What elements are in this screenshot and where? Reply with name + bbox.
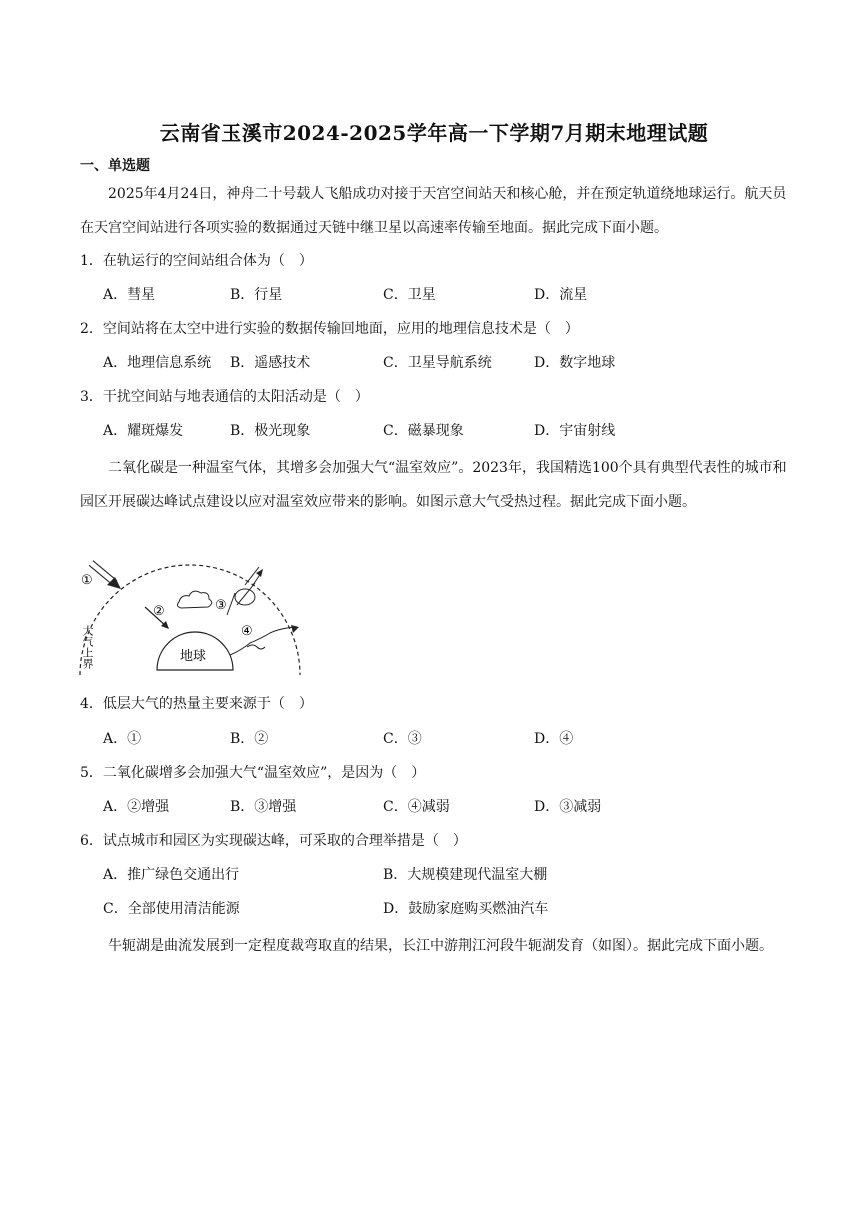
passage-2: 二氧化碳是一种温室气体，其增多会加强大气“温室效应”。2023年，我国精选100个具有典型代表性的城市和园区开展碳达峰试点建设以应对温室效应带来的影响。如图示意大气受热过程。据此完成下面小题。 — [80, 460, 787, 510]
q5-option-d: D．③减弱 — [534, 799, 602, 815]
marker-3-reflection — [215, 569, 263, 615]
q4-option-b: B．② — [230, 731, 269, 747]
passage-1: 2025年4月24日，神舟二十号载人飞船成功对接于天宫空间站天和核心舱，并在预定轨道绕地球运行。航天员在天宫空间站进行各项实验的数据通过天链中继卫星以高速率传输至地面。据此完成下面小题。 — [80, 186, 787, 236]
q1-option-d: D．流星 — [534, 287, 588, 303]
q5-option-b: B．③增强 — [230, 799, 297, 815]
q6-option-d: D．鼓励家庭购买燃油汽车 — [383, 901, 549, 917]
q1-option-b: B．行星 — [230, 287, 283, 303]
q3-option-d: D．宇宙射线 — [534, 423, 616, 439]
q1-option-a: A．彗星 — [103, 287, 156, 303]
q2-option-b: B．遥感技术 — [230, 355, 311, 371]
q3-option-c: C．磁暴现象 — [383, 423, 464, 439]
question-3: 3．干扰空间站与地表通信的太阳活动是（ ） — [80, 389, 369, 405]
q4-option-c: C．③ — [383, 731, 422, 747]
earth-label: 地球 — [180, 648, 207, 663]
q2-option-c: C．卫星导航系统 — [383, 355, 492, 371]
q5-option-c: C．④减弱 — [383, 799, 450, 815]
q3-option-a: A．耀斑爆发 — [103, 423, 184, 439]
atmosphere-top-label: 大气上界 — [81, 625, 93, 669]
question-4: 4．低层大气的热量主要来源于（ ） — [80, 696, 313, 712]
marker-2-arrow — [145, 604, 169, 629]
q2-option-a: A．地理信息系统 — [103, 355, 212, 371]
q2-option-d: D．数字地球 — [534, 355, 616, 371]
marker-1-solar-radiation — [81, 563, 121, 589]
q4-option-a: A．① — [103, 731, 142, 747]
question-5: 5．二氧化碳增多会加强大气“温室效应”，是因为（ ） — [80, 765, 426, 781]
q6-option-c: C．全部使用清洁能源 — [103, 901, 240, 917]
cloud-shape — [177, 591, 211, 608]
q6-option-a: A．推广绿色交通出行 — [103, 867, 240, 883]
q3-option-b: B．极光现象 — [230, 423, 311, 439]
page-title: 云南省玉溪市2024-2025学年高一下学期7月期末地理试题 — [159, 121, 709, 145]
q1-option-c: C．卫星 — [383, 287, 436, 303]
question-6: 6．试点城市和园区为实现碳达峰，可采取的合理举措是（ ） — [80, 833, 467, 849]
passage-3: 牛轭湖是曲流发展到一定程度裁弯取直的结果，长江中游荆江河段牛轭湖发育（如图）。据此完成下面小题。 — [108, 938, 773, 954]
q6-option-b: B．大规模建现代温室大棚 — [383, 867, 548, 883]
svg-text:①: ① — [81, 573, 93, 588]
svg-text:③: ③ — [215, 598, 227, 613]
marker-4-ground-radiation — [230, 624, 299, 655]
q4-option-d: D．④ — [534, 731, 574, 747]
q5-option-a: A．②增强 — [103, 799, 170, 815]
atmosphere-heating-diagram — [75, 555, 305, 680]
svg-text:②: ② — [153, 604, 165, 619]
question-2: 2．空间站将在太空中进行实验的数据传输回地面，应用的地理信息技术是（ ） — [80, 321, 579, 337]
question-1: 1．在轨运行的空间站组合体为（ ） — [80, 253, 313, 269]
svg-text:④: ④ — [241, 624, 253, 639]
section-heading: 一、单选题 — [80, 158, 150, 174]
